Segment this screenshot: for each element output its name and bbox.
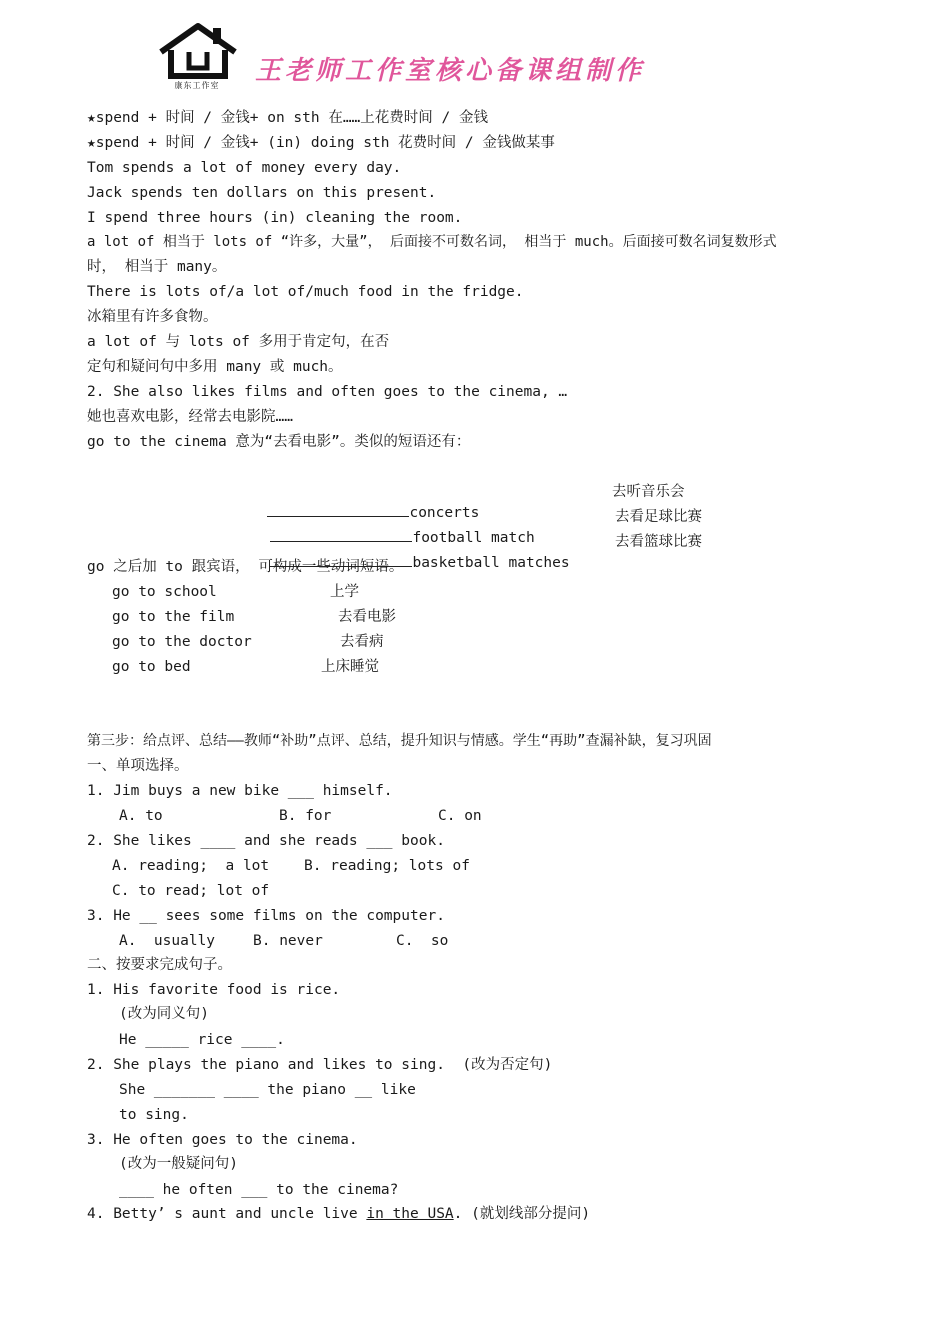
phrase-en: football match: [412, 530, 535, 546]
instruction: (改为一般疑问句): [119, 1156, 238, 1172]
option: A. reading; a lot B. reading; lots of: [112, 858, 470, 874]
phrase-cn: 去看足球比赛: [615, 509, 702, 525]
answer-line: She _______ ____ the piano __ like: [119, 1082, 416, 1098]
text-line: a lot of 相当于 lots of “许多，大量”， 后面接不可数名词， 相当于 much。后面接可数名词复数形式: [87, 234, 777, 250]
instruction: (改为同义句): [119, 1006, 209, 1022]
page-header: [155, 22, 815, 102]
question: 3. He __ sees some films on the computer.: [87, 908, 445, 924]
option: C. on: [438, 808, 482, 824]
go-to-en: go to bed: [112, 659, 191, 675]
phrase-en: basketball matches: [412, 555, 570, 571]
banner-title: 王老师工作室核心备课组制作: [255, 56, 646, 86]
section-heading: 第三步：给点评、总结——教师“补助”点评、总结，提升知识与情感。学生“再助”查漏补缺，复习巩固: [87, 733, 712, 749]
option: C. to read; lot of: [112, 883, 270, 899]
question: 1. His favorite food is rice.: [87, 982, 341, 998]
go-to-cn: 去看电影: [338, 609, 396, 625]
go-to-en: go to school: [112, 584, 217, 600]
go-to-cn: 上床睡觉: [321, 659, 379, 675]
text-line: 冰箱里有许多食物。: [87, 309, 218, 325]
option: A. usually: [119, 933, 216, 949]
text-line: Jack spends ten dollars on this present.: [87, 185, 437, 201]
question: 3. He often goes to the cinema.: [87, 1132, 358, 1148]
answer-line: ____ he often ___ to the cinema?: [119, 1182, 399, 1198]
question: [87, 1204, 590, 1224]
underlined-phrase: in the USA: [366, 1206, 454, 1222]
go-to-en: go to the film: [112, 609, 235, 625]
phrase-en: concerts: [409, 505, 480, 521]
section-heading: 一、单项选择。: [87, 758, 189, 774]
go-to-cn: 上学: [330, 584, 359, 600]
question: 2. She plays the piano and likes to sing. (改为否定句): [87, 1057, 553, 1073]
text-line: Tom spends a lot of money every day.: [87, 160, 402, 176]
option: B. for: [279, 808, 332, 824]
answer-line: to sing.: [119, 1107, 189, 1123]
question: 2. She likes ____ and she reads ___ book.: [87, 833, 445, 849]
question-text: . (就划线部分提问): [453, 1206, 591, 1222]
text-line: ★spend + 时间 / 金钱+ on sth 在……上花费时间 / 金钱: [87, 110, 488, 126]
phrase-cn: 去看篮球比赛: [615, 534, 702, 550]
question-text: 4. Betty’ s aunt and uncle live: [87, 1206, 367, 1222]
text-line: go 之后加 to 跟宾语， 可构成一些动词短语。: [87, 559, 404, 575]
option: B. never: [253, 933, 323, 949]
go-to-en: go to the doctor: [112, 634, 252, 650]
text-line: I spend three hours (in) cleaning the room.: [87, 210, 463, 226]
text-line: 她也喜欢电影，经常去电影院……: [87, 409, 293, 425]
text-line: a lot of 与 lots of 多用于肯定句，在否: [87, 334, 390, 350]
text-line: There is lots of/a lot of/much food in the fridge.: [87, 284, 524, 300]
option: C. so: [396, 933, 449, 949]
text-line: 定句和疑问句中多用 many 或 much。: [87, 359, 343, 375]
go-to-cn: 去看病: [340, 634, 384, 650]
text-line: 2. She also likes films and often goes to the cinema, …: [87, 384, 568, 400]
question: 1. Jim buys a new bike ___ himself.: [87, 783, 393, 799]
answer-line: He _____ rice ____.: [119, 1032, 285, 1048]
text-line: ★spend + 时间 / 金钱+ (in) doing sth 花费时间 / 金钱做某事: [87, 135, 555, 151]
text-line: go to the cinema 意为“去看电影”。类似的短语还有：: [87, 434, 471, 450]
text-line: 时， 相当于 many。: [87, 259, 227, 275]
section-heading: 二、按要求完成句子。: [87, 957, 232, 973]
phrase-cn: 去听音乐会: [612, 484, 685, 500]
logo-label: 康东工作室: [174, 81, 220, 90]
option: A. to: [119, 808, 163, 824]
